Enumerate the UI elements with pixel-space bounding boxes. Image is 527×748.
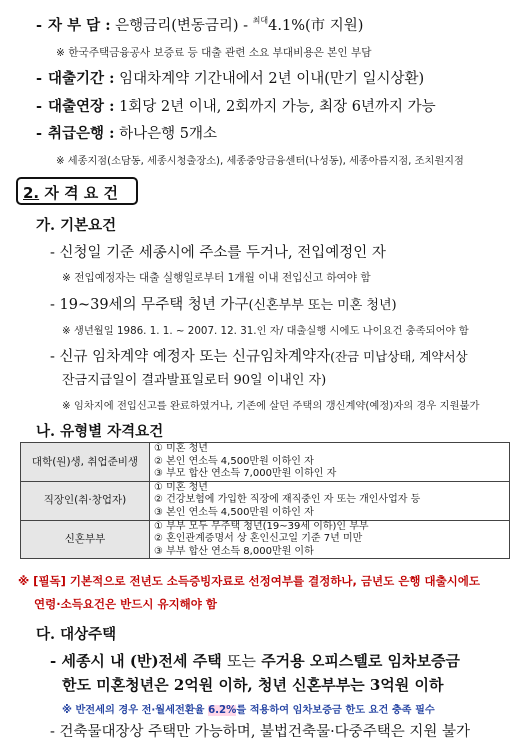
- section-title-box: [16, 177, 138, 205]
- table-items: [150, 481, 510, 520]
- types-heading: 나. 유형별 자격요건: [36, 423, 164, 440]
- table-item: ② 혼인관계증명서 상 혼인신고일 기준 7년 미만: [154, 533, 363, 545]
- extension-text: 1회당 2년 이내, 2회까지 가능, 최장 6년까지 가능: [119, 99, 436, 115]
- basic-note2: ※ 생년월일 1986. 1. 1. ~ 2007. 12. 31.인 자/ 대출실행 시에도 나이요건 충족되어야 함: [62, 325, 469, 337]
- mandatory-line2: 연령·소득요건은 반드시 유지해야 함: [34, 597, 218, 611]
- table-category: 대학(원)생, 취업준비생: [21, 443, 150, 482]
- banks-line: - 취급은행 : 하나은행 5개소: [36, 125, 217, 142]
- housing-line2-b: 청년 신혼부부는 3억원 이하: [257, 676, 444, 694]
- table-item: ② 본인 연소득 4,500만원 이하인 자: [154, 455, 314, 467]
- table-item: ③ 부부 합산 연소득 8,000만원 이하: [154, 545, 314, 557]
- housing-heading: 다. 대상주택: [36, 626, 117, 643]
- period-text: 임대차계약 기간내에서 2년 이내(만기 일시상환): [119, 71, 425, 87]
- period-line: - 대출기간 : 임대차계약 기간내에서 2년 이내(만기 일시상환): [36, 70, 425, 87]
- table-item: ② 건강보험에 가입한 직장에 재직중인 자 또는 개인사업자 등: [154, 494, 421, 506]
- banks-text: 하나은행 5개소: [119, 126, 217, 142]
- table-items: [150, 520, 510, 559]
- banks-note: ※ 세종지점(소담동, 세종시청출장소), 세종중앙금융센터(나성동), 세종아름지점, 조치원지점: [56, 156, 464, 167]
- basic-item3-sub: (잔금 미납상태, 계약서상: [330, 349, 468, 364]
- table-items: [150, 443, 510, 482]
- period-label: 대출기간 :: [48, 70, 115, 87]
- section-title: 자 격 요 건: [44, 184, 119, 202]
- interest-note: ※ 한국주택금융공사 보증료 등 대출 관련 소요 부대비용은 본인 부담: [56, 47, 372, 59]
- banks-label: 취급은행 :: [48, 125, 115, 142]
- section-number: 2.: [23, 184, 40, 202]
- basic-item3: [50, 345, 468, 366]
- table-item: ③ 본인 연소득 4,500만원 이하인 자: [154, 506, 314, 518]
- housing-line1-b: 또는: [226, 652, 256, 670]
- housing-line1: [50, 650, 460, 671]
- qualification-table: [20, 442, 510, 559]
- table-row: [21, 520, 510, 559]
- mandatory-line1: ※ [필독] 기본적으로 전년도 소득증빙자료로 선정여부를 결정하나, 금년도 은행 대출시에도: [18, 574, 481, 588]
- table-item: ① 미혼 청년: [154, 443, 208, 454]
- housing-line1-c: 주거용 오피스텔로 임차보증금: [261, 652, 461, 670]
- table-category: 직장인(취·창업자): [21, 481, 150, 520]
- extension-label: 대출연장 :: [48, 98, 115, 115]
- basic-item2: [50, 293, 397, 314]
- housing-line1-a: - 세종시 내 (반)전세 주택: [50, 652, 222, 670]
- housing-note-highlight: 6.2%: [208, 705, 237, 716]
- basic-item3-main: - 신규 임차계약 예정자 또는 신규임차계약자: [50, 349, 331, 365]
- basic-item2-main: - 19~39세의 무주택 청년 가구: [50, 297, 249, 313]
- basic-item3-cont: 잔금지급일이 결과발표일로터 90일 이내인 자): [62, 373, 327, 388]
- basic-note1: ※ 전입예정자는 대출 실행일로부터 1개월 이내 전입신고 하여야 함: [62, 272, 371, 284]
- housing-line2-a: 한도 미혼청년은 2억원 이하,: [62, 676, 253, 694]
- table-row: [21, 443, 510, 482]
- interest-line: - 자 부 담 : 은행금리(변동금리) - $^{최대}$4.1%(市 지원): [36, 16, 364, 34]
- housing-note: [62, 701, 435, 716]
- table-item: ① 미혼 청년: [154, 481, 208, 493]
- basic-note3: ※ 임차지에 전입신고를 완료하였거나, 기존에 살던 주택의 갱신계약(예정)자의 경우 지원불가: [62, 400, 480, 412]
- housing-line2: [62, 674, 443, 695]
- interest-rate: 4.1%(市 지원): [268, 18, 364, 34]
- interest-label: 자 부 담 :: [48, 17, 111, 34]
- interest-sup: 최대: [252, 16, 269, 25]
- table-item: ① 부부 모두 무주택 청년(19~39세 이하)인 부부: [154, 520, 369, 532]
- interest-text: 은행금리(변동금리) -: [115, 18, 249, 34]
- table-category: 신혼부부: [21, 520, 150, 559]
- housing-note-pre: ※ 반전세의 경우 전·월세전환율: [62, 705, 205, 716]
- extension-line: - 대출연장 : 1회당 2년 이내, 2회까지 가능, 최장 6년까지 가능: [36, 98, 436, 115]
- table-row: [21, 481, 510, 520]
- basic-item2-sub: (신혼부부 또는 미혼 청년): [248, 298, 397, 313]
- housing-note-post: 를 적용하여 임차보증금 한도 요건 충족 필수: [236, 705, 435, 716]
- basic-heading: 가. 기본요건: [36, 217, 117, 234]
- housing-last: - 건축물대장상 주택만 가능하며, 불법건축물·다중주택은 지원 불가: [50, 724, 470, 740]
- table-item: ③ 부모 합산 연소득 7,000만원 이하인 자: [154, 468, 337, 480]
- basic-item1: - 신청일 기준 세종시에 주소를 두거나, 전입예정인 자: [50, 245, 386, 261]
